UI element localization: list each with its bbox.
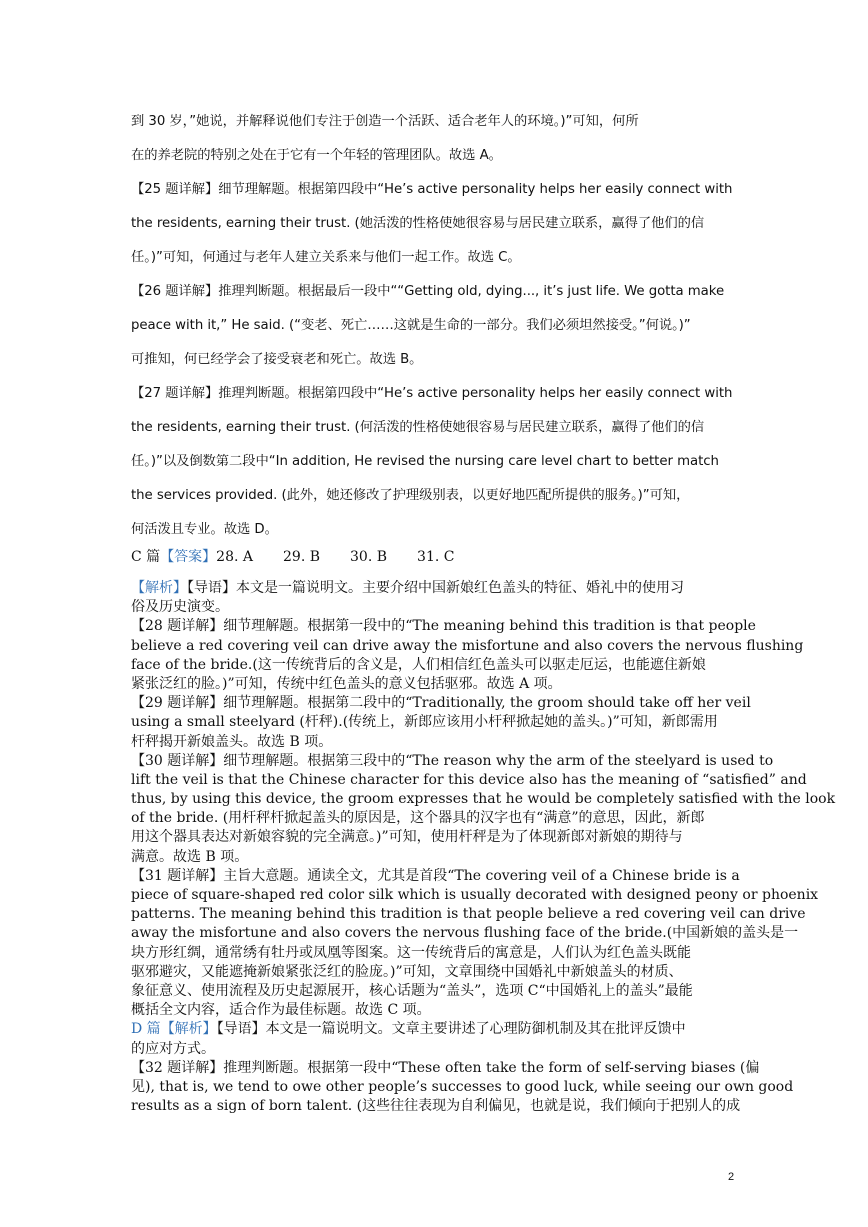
text-line: believe a red covering veil can drive away the misfortune and also covers the nervous flushing	[131, 637, 804, 654]
text-line: the residents, earning their trust. (她活泼的性格使她很容易与居民建立联系，赢得了他们的信	[131, 216, 705, 231]
text-line: results as a sign of born talent. (这些往往表现为自利偏见，也就是说，我们倾向于把别人的成	[131, 1098, 741, 1115]
text-line: using a small steelyard (杆秤).(传统上，新郎应该用小杆秤掀起她的盖头。)”可知，新郎需用	[131, 714, 718, 731]
text-line: 的应对方式。	[131, 1040, 215, 1057]
intro-text: 【导语】本文是一篇说明文。主要介绍中国新娘红色盖头的特征、婚礼中的使用习	[187, 580, 684, 596]
text-line: the residents, earning their trust. (何活泼的性格使她很容易与居民建立联系，赢得了他们的信	[131, 420, 705, 435]
text-line: 【31 题详解】主旨大意题。通读全文，尤其是首段“The covering veil of a Chinese bride is a	[131, 867, 740, 884]
answer-item: 31. C	[417, 549, 455, 565]
text-line: 在的养老院的特别之处在于它有一个年轻的管理团队。故选 A。	[131, 148, 502, 163]
explanation-block-b	[131, 105, 738, 547]
analysis-tag: 【解析】	[131, 580, 187, 596]
text-line: away the misfortune and also covers the nervous flushing face of the bride.(中国新娘的盖头是一	[131, 925, 799, 942]
text-line: 【26 题详解】推理判断题。根据最后一段中““Getting old, dying..., it’s just life. We gotta make	[131, 284, 725, 299]
text-line: 用这个器具表达对新娘容貌的完全满意。)”可知，使用杆秤是为了体现新郎对新娘的期待与	[131, 829, 683, 846]
text-line: 【27 题详解】推理判断题。根据第四段中“He’s active personality helps her easily connect with	[131, 386, 733, 401]
text-line: 俗及历史演变。	[131, 599, 229, 616]
text-line: 驱邪避灾，又能遮掩新娘紧张泛红的脸庞。)”可知，文章围绕中国婚礼中新娘盖头的材质、	[131, 963, 683, 980]
text-line: 可推知，何已经学会了接受衰老和死亡。故选 B。	[131, 352, 423, 367]
text-line: of the bride. (用杆秤杆掀起盖头的原因是，这个器具的汉字也有“满意”的意思，因此，新郎	[131, 810, 705, 827]
text-line: face of the bride.(这一传统背后的含义是，人们相信红色盖头可以驱走厄运，也能遮住新娘	[131, 656, 706, 673]
answer-item: 29. B	[283, 549, 321, 565]
text-line: thus, by using this device, the groom expresses that he would be completely satisfied with the look	[131, 791, 836, 808]
explanation-block-c	[131, 579, 836, 1116]
text-line: 【25 题详解】细节理解题。根据第四段中“He’s active personality helps her easily connect with	[131, 182, 733, 197]
text-line: 块方形红绸，通常绣有牡丹或凤凰等图案。这一传统背后的寓意是，人们认为红色盖头既能	[131, 944, 691, 961]
analysis-tag: 【解析】	[160, 1021, 217, 1038]
text-line: 任。)”以及倒数第二段中“In addition, He revised the nursing care level chart to better match	[131, 454, 719, 469]
text-line: the services provided. (此外，她还修改了护理级别表，以更好地匹配所提供的服务。)”可知，	[131, 488, 690, 503]
intro-line	[131, 1020, 738, 1039]
intro-line	[131, 579, 738, 598]
text-line: 概括全文内容，适合作为最佳标题。故选 C 项。	[131, 1002, 431, 1019]
text-line: lift the veil is that the Chinese character for this device also has the meaning of “satisfied” and	[131, 771, 807, 788]
text-line: 到 30 岁，”她说，并解释说他们专注于创造一个活跃、适合老年人的环境。)”可知，何所	[131, 114, 639, 129]
text-line: piece of square-shaped red color silk which is usually decorated with designed peony or phoenix	[131, 887, 819, 903]
text-line: 象征意义、使用流程及历史起源展开，核心话题为“盖头”，选项 C“中国婚礼上的盖头”最能	[131, 982, 693, 999]
answer-item: 28. A	[216, 549, 253, 565]
section-label: C 篇	[131, 549, 161, 565]
text-line: 【29 题详解】细节理解题。根据第二段中的“Traditionally, the groom should take off her veil	[131, 695, 751, 712]
text-line: 见), that is, we tend to owe other people’s successes to good luck, while seeing our own good	[131, 1078, 794, 1095]
text-line: 任。)”可知，何通过与老年人建立关系来与他们一起工作。故选 C。	[131, 250, 521, 265]
answer-line-c	[131, 546, 454, 566]
text-line: patterns. The meaning behind this tradition is that people believe a red covering veil can drive	[131, 906, 806, 923]
answer-item: 30. B	[350, 549, 388, 565]
text-line: 【32 题详解】推理判断题。根据第一段中“These often take the form of self-serving biases (偏	[131, 1059, 760, 1076]
text-line: peace with it,” He said. (“变老、死亡……这就是生命的一部分。我们必须坦然接受。”何说。)”	[131, 318, 691, 333]
text-line: 【30 题详解】细节理解题。根据第三段中的“The reason why the arm of the steelyard is used to	[131, 752, 774, 769]
text-line: 杆秤揭开新娘盖头。故选 B 项。	[131, 733, 333, 750]
page-number: 2	[728, 1171, 735, 1183]
text-line: 满意。故选 B 项。	[131, 848, 249, 865]
section-label: D 篇	[131, 1021, 161, 1038]
intro-text: 【导语】本文是一篇说明文。文章主要讲述了心理防御机制及其在批评反馈中	[216, 1021, 686, 1038]
text-line: 【28 题详解】细节理解题。根据第一段中的“The meaning behind this tradition is that people	[131, 618, 756, 635]
text-line: 紧张泛红的脸。)”可知，传统中红色盖头的意义包括驱邪。故选 A 项。	[131, 675, 562, 692]
answer-tag: 【答案】	[160, 549, 217, 565]
text-line: 何活泼且专业。故选 D。	[131, 522, 278, 537]
